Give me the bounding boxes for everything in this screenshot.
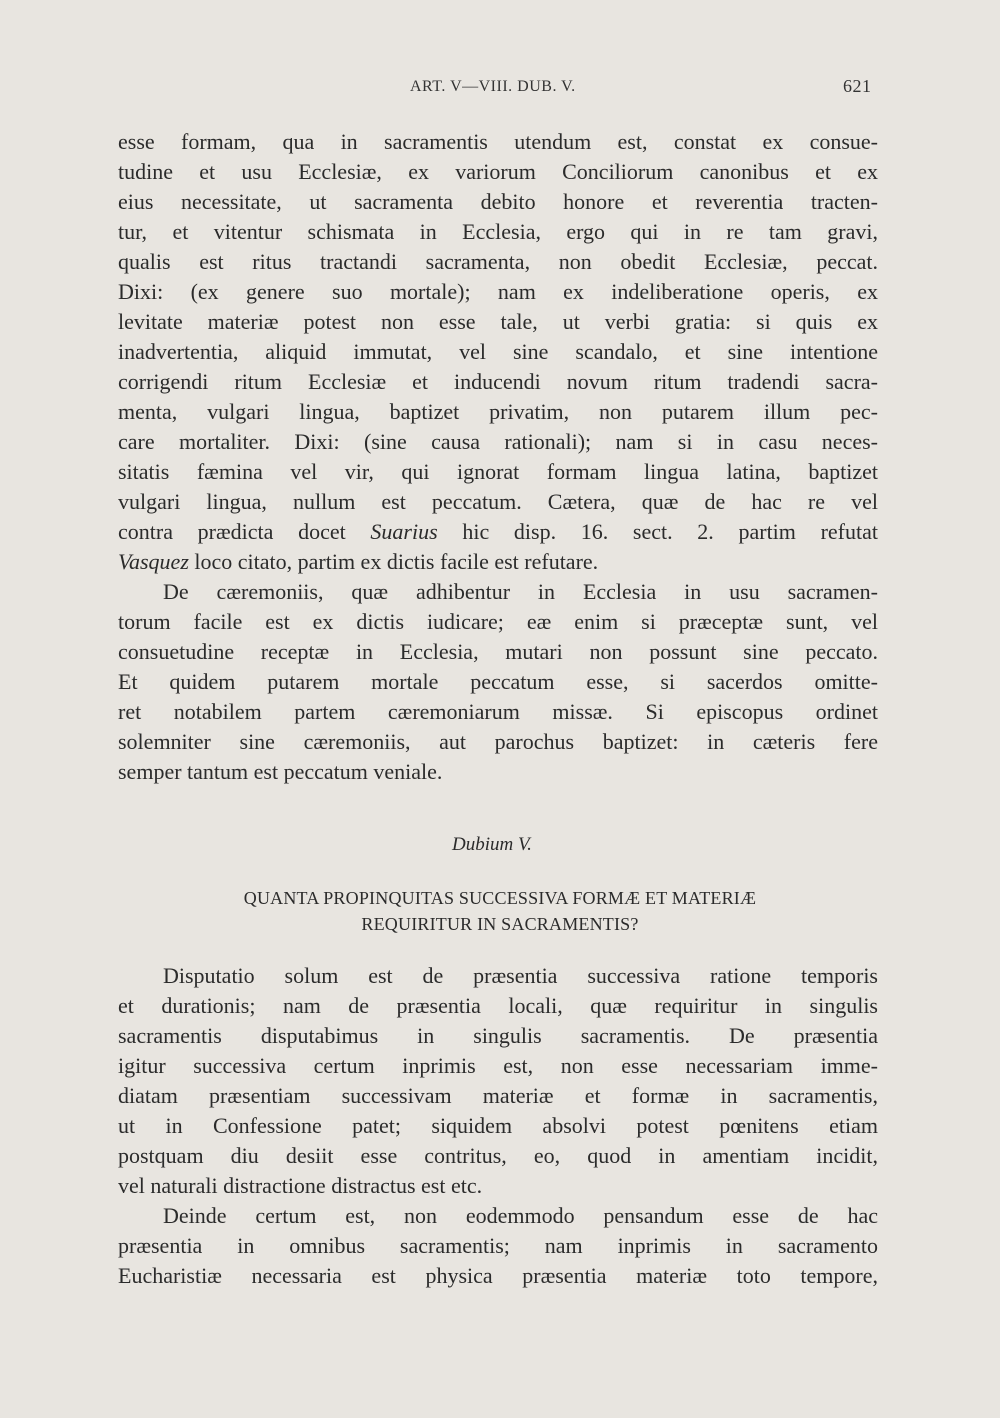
text-line: igitur successiva certum inprimis est, non esse necessariam imme- — [118, 1053, 878, 1078]
text-line: corrigendi ritum Ecclesiæ et inducendi novum ritum tradendi sacra- — [118, 369, 878, 394]
running-title: ART. V—VIII. DUB. V. — [410, 78, 576, 95]
text-line: semper tantum est peccatum veniale. — [118, 759, 443, 784]
page-number: 621 — [843, 76, 872, 96]
section-title-line-2: REQUIRITUR IN SACRAMENTIS? — [361, 914, 639, 934]
text-run: hic disp. 16. sect. 2. partim refutat — [437, 519, 878, 544]
text-run: contra prædicta docet — [118, 519, 371, 544]
text-line: Disputatio solum est de præsentia successiva ratione temporis — [163, 963, 878, 988]
text-line: Et quidem putarem mortale peccatum esse, si sacerdos omitte- — [118, 669, 878, 694]
text-line: vel naturali distractione distractus est etc. — [118, 1173, 483, 1198]
text-line: levitate materiæ potest non esse tale, ut verbi gratia: si quis ex — [118, 309, 878, 334]
text-line: qualis est ritus tractandi sacramenta, non obedit Ecclesiæ, peccat. — [118, 249, 878, 274]
text-line: Deinde certum est, non eodemmodo pensandum esse de hac — [163, 1203, 878, 1228]
text-line: inadvertentia, aliquid immutat, vel sine scandalo, et sine intentione — [118, 339, 878, 364]
text-line: consuetudine receptæ in Ecclesia, mutari non possunt sine peccato. — [118, 639, 878, 664]
text-line — [118, 517, 878, 547]
text-line: ut in Confessione patet; siquidem absolvi potest pœnitens etiam — [118, 1113, 878, 1138]
text-line: vulgari lingua, nullum est peccatum. Cætera, quæ de hac re vel — [118, 489, 878, 514]
text-line: Eucharistiæ necessaria est physica præsentia materiæ toto tempore, — [118, 1263, 878, 1288]
author-name: Vasquez — [118, 549, 189, 574]
text-line: De cæremoniis, quæ adhibentur in Ecclesia in usu sacramen- — [163, 579, 878, 604]
text-line: tudine et usu Ecclesiæ, ex variorum Conciliorum canonibus et ex — [118, 159, 878, 184]
text-line: sitatis fæmina vel vir, qui ignorat formam lingua latina, baptizet — [118, 459, 878, 484]
text-line: Dixi: (ex genere suo mortale); nam ex indeliberatione operis, ex — [118, 279, 878, 304]
running-head — [0, 76, 1000, 100]
section-label — [0, 834, 1000, 856]
text-line: sacramentis disputabimus in singulis sacramentis. De præsentia — [118, 1023, 878, 1048]
text-line: menta, vulgari lingua, baptizet privatim, non putarem illum pec- — [118, 399, 878, 424]
section-title-line-1: QUANTA PROPINQUITAS SUCCESSIVA FORMÆ ET MATERIÆ — [243, 888, 757, 908]
author-name: Suarius — [370, 519, 438, 544]
text-run: loco citato, partim ex dictis facile est refutare. — [188, 549, 599, 574]
text-line: care mortaliter. Dixi: (sine causa rationali); nam si in casu neces- — [118, 429, 878, 454]
text-line: solemniter sine cæremoniis, aut parochus baptizet: in cæteris fere — [118, 729, 878, 754]
text-line: præsentia in omnibus sacramentis; nam inprimis in sacramento — [118, 1233, 878, 1258]
text-line: esse formam, qua in sacramentis utendum est, constat ex consue- — [118, 129, 878, 154]
text-line: torum facile est ex dictis iudicare; eæ enim si præceptæ sunt, vel — [118, 609, 878, 634]
text-line: postquam diu desiit esse contritus, eo, quod in amentiam incidit, — [118, 1143, 878, 1168]
text-line: tur, et vitentur schismata in Ecclesia, ergo qui in re tam gravi, — [118, 219, 878, 244]
text-line: ret notabilem partem cæremoniarum missæ. Si episcopus ordinet — [118, 699, 878, 724]
text-line: et durationis; nam de præsentia locali, quæ requiritur in singulis — [118, 993, 878, 1018]
dubium-label: Dubium V. — [452, 834, 532, 855]
text-line — [118, 547, 878, 577]
text-line: eius necessitate, ut sacramenta debito honore et reverentia tracten- — [118, 189, 878, 214]
text-line: diatam præsentiam successivam materiæ et formæ in sacramentis, — [118, 1083, 878, 1108]
